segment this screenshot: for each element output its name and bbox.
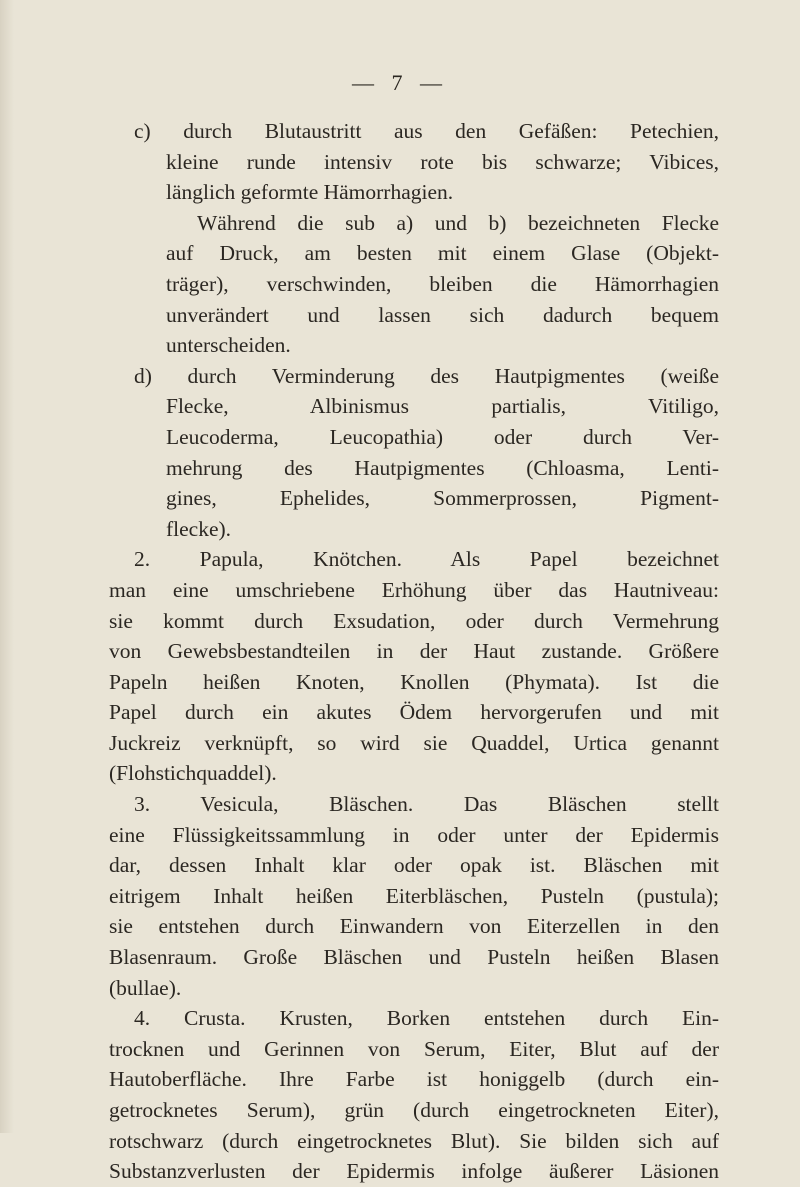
text-line: auf Druck, am besten mit einem Glase (Objekt- bbox=[166, 241, 719, 266]
text-line: mehrung des Hautpigmentes (Chloasma, Lenti- bbox=[166, 455, 719, 480]
text-line: Blasenraum. Große Bläschen und Pusteln heißen Blasen bbox=[109, 945, 719, 970]
text-line: sie kommt durch Exsudation, oder durch Vermehrung bbox=[109, 608, 719, 633]
text-line: unverändert und lassen sich dadurch bequem bbox=[166, 302, 719, 327]
text-line: unterscheiden. bbox=[166, 333, 291, 358]
page-number: — 7 — bbox=[352, 70, 448, 95]
text-line: eitrigem Inhalt heißen Eiterbläschen, Pusteln (pustula); bbox=[109, 883, 719, 908]
text-line: Substanzverlusten der Epidermis infolge äußerer Läsionen bbox=[109, 1159, 719, 1184]
text-line: c) durch Blutaustritt aus den Gefäßen: Petechien, bbox=[134, 119, 719, 143]
text-line: länglich geformte Hämorrhagien. bbox=[166, 180, 454, 205]
section-heading-line: 3. Vesicula, Bläschen. Das Bläschen stellt bbox=[134, 792, 719, 817]
text-line: getrocknetes Serum), grün (durch eingetrockneten Eiter), bbox=[109, 1098, 719, 1122]
text-line: Papel durch ein akutes Ödem hervorgerufen und mit bbox=[109, 700, 719, 725]
section-heading-line: 4. Crusta. Krusten, Borken entstehen durch Ein- bbox=[134, 1006, 719, 1031]
text-line: trocknen und Gerinnen von Serum, Eiter, Blut auf der bbox=[109, 1036, 719, 1061]
text-line: (Flohstichquaddel). bbox=[109, 761, 277, 786]
text-line: d) durch Verminderung des Hautpigmentes (weiße bbox=[134, 363, 719, 388]
text-line: man eine umschriebene Erhöhung über das Hautniveau: bbox=[109, 577, 719, 602]
text-line: träger), verschwinden, bleiben die Hämorrhagien bbox=[166, 271, 719, 296]
text-line: eine Flüssigkeitssammlung in oder unter der Epidermis bbox=[109, 822, 719, 847]
text-line: sie entstehen durch Einwandern von Eiterzellen in den bbox=[109, 914, 719, 939]
text-line: Flecke, Albinismus partialis, Vitiligo, bbox=[166, 394, 719, 419]
text-line: von Gewebsbestandteilen in der Haut zustande. Größere bbox=[109, 639, 719, 664]
text-line: rotschwarz (durch eingetrocknetes Blut). Sie bilden sich auf bbox=[109, 1128, 719, 1153]
text-line: dar, dessen Inhalt klar oder opak ist. Bläschen mit bbox=[109, 853, 719, 878]
text-line: Papeln heißen Knoten, Knollen (Phymata). Ist die bbox=[109, 669, 719, 694]
text-line: Während die sub a) und b) bezeichneten Flecke bbox=[197, 210, 719, 235]
text-line: gines, Ephelides, Sommerprossen, Pigment- bbox=[166, 486, 719, 511]
text-line: Hautoberfläche. Ihre Farbe ist honiggelb (durch ein- bbox=[109, 1067, 719, 1092]
text-line: flecke). bbox=[166, 516, 232, 541]
page-edge bbox=[0, 0, 14, 1133]
text-line: (bullae). bbox=[109, 975, 182, 1000]
text-line: kleine runde intensiv rote bis schwarze; Vibices, bbox=[166, 149, 719, 174]
text-line: Leucoderma, Leucopathia) oder durch Ver- bbox=[166, 424, 719, 449]
section-heading-line: 2. Papula, Knötchen. Als Papel bezeichnet bbox=[134, 547, 719, 572]
text-line: Juckreiz verknüpft, so wird sie Quaddel, Urtica genannt bbox=[109, 730, 719, 755]
body-text bbox=[109, 116, 719, 1187]
